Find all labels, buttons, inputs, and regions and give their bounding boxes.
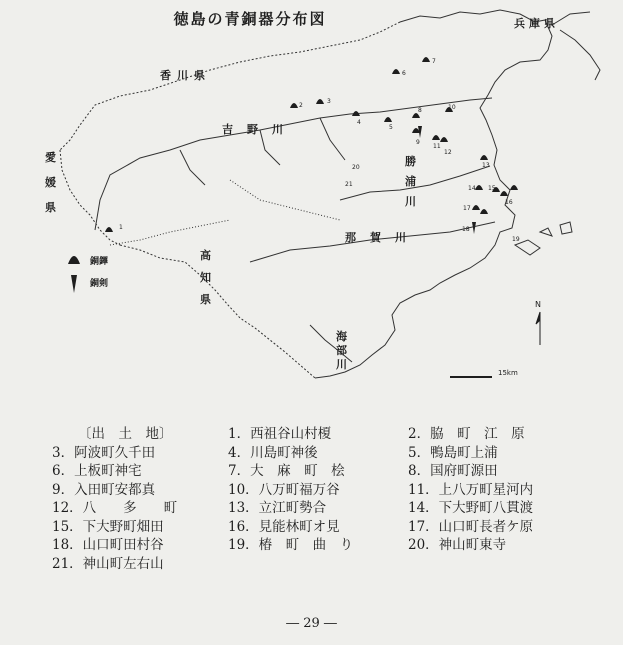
dotaku-marker xyxy=(475,185,483,190)
dotaku-marker xyxy=(510,185,518,190)
findspot-item: 7．大 麻 町 桧 xyxy=(228,463,345,479)
site-number: 1 xyxy=(119,224,123,231)
dotaku-marker xyxy=(472,205,480,210)
scale-bar xyxy=(450,376,492,378)
findspot-item: 21．神山町左右山 xyxy=(52,555,164,572)
dotaku-marker xyxy=(432,135,440,140)
yoshino-river xyxy=(95,98,492,230)
findspot-item: 14．下大野町八貫渡 xyxy=(408,500,534,516)
site-number: 3 xyxy=(327,98,331,105)
findspot-item: 13．立江町勢合 xyxy=(228,500,327,516)
coastline xyxy=(315,10,552,378)
findspot-item: 16．見能林町オ見 xyxy=(228,518,340,535)
findspot-item: 4．川島町神後 xyxy=(228,444,318,461)
legend-dotaku-label: 銅鐸 xyxy=(90,257,109,267)
legend-dotaku-symbol xyxy=(68,256,80,264)
label-kochi-prefecture: 高知県 xyxy=(200,249,211,306)
findspot-item: 5．鴨島町上浦 xyxy=(408,444,498,461)
findspot-item: 10．八万町福万谷 xyxy=(228,481,340,498)
site-number: 14 xyxy=(468,185,476,192)
site-number: 10 xyxy=(448,104,456,111)
site-number: 2 xyxy=(299,102,303,109)
dotaku-marker xyxy=(392,69,400,74)
findspot-item: 20．神山町東寺 xyxy=(408,537,507,553)
site-number: 20 xyxy=(352,164,360,171)
findspot-item: 18．山口町田村谷 xyxy=(52,537,164,553)
legend-doken-label: 銅剣 xyxy=(90,279,109,289)
site-number: 7 xyxy=(432,58,436,65)
dotaku-marker xyxy=(480,209,488,214)
site-number: 13 xyxy=(482,162,490,169)
label-kaifu-river: 海部川 xyxy=(336,330,347,371)
north-label: N xyxy=(535,300,541,309)
scale-label: 15km xyxy=(498,369,518,377)
site-number: 6 xyxy=(402,70,406,77)
site-number: 16 xyxy=(505,199,513,206)
label-hyogo-prefecture: 兵庫県 xyxy=(514,17,559,30)
doken-marker xyxy=(472,222,476,234)
findspot-list xyxy=(52,425,582,573)
label-ehime-prefecture: 愛媛県 xyxy=(45,151,56,214)
findspot-item: 2．脇 町 江 原 xyxy=(408,426,525,442)
dotaku-marker xyxy=(290,103,298,108)
site-number: 18 xyxy=(462,226,470,233)
site-number: 19 xyxy=(512,236,520,243)
findspot-item: 3．阿波町久千田 xyxy=(52,444,156,461)
label-kagawa-prefecture: 香川県 xyxy=(160,69,211,82)
findspot-item: 1．西祖谷山村榎 xyxy=(228,426,332,442)
findspot-item: 6．上板町神宅 xyxy=(52,463,142,479)
page-number: ― 29 ― xyxy=(286,616,337,631)
findspot-item: 8．国府町源田 xyxy=(408,463,498,479)
site-number: 17 xyxy=(463,205,471,212)
findspot-item: 15．下大野町畑田 xyxy=(52,518,164,535)
dotaku-marker xyxy=(440,137,448,142)
findspot-heading: 〔出 土 地〕 xyxy=(78,426,173,442)
label-yoshino-river: 吉野川 xyxy=(222,123,297,136)
dotaku-marker xyxy=(316,99,324,104)
dotaku-marker xyxy=(384,117,392,122)
findspot-item: 17．山口町長者ケ原 xyxy=(408,518,534,535)
findspot-item: 19．椿 町 曲 り xyxy=(228,537,354,553)
dotaku-marker xyxy=(422,57,430,62)
site-number: 15 xyxy=(488,185,496,192)
findspot-item: 12．八 多 町 xyxy=(52,500,178,516)
site-number: 4 xyxy=(357,119,361,126)
label-naka-river: 那賀川 xyxy=(345,231,420,244)
dotaku-marker xyxy=(105,227,113,232)
site-number: 8 xyxy=(418,107,422,114)
findspot-item: 11．上八万町星河内 xyxy=(408,481,534,498)
kochi-boundary xyxy=(120,245,315,378)
map-title: 徳島の青銅器分布図 xyxy=(173,10,327,28)
findspot-item: 9．入田町安都真 xyxy=(52,481,156,498)
site-number: 5 xyxy=(389,124,393,131)
dotaku-marker xyxy=(352,111,360,116)
legend-doken-symbol xyxy=(71,275,77,293)
site-number: 9 xyxy=(416,139,420,146)
site-number: 12 xyxy=(444,149,452,156)
site-number: 11 xyxy=(433,143,441,150)
dotaku-marker xyxy=(500,191,508,196)
label-katsuura-river: 勝浦川 xyxy=(405,155,416,208)
site-number: 21 xyxy=(345,181,353,188)
dotaku-marker xyxy=(480,155,488,160)
north-arrow xyxy=(536,312,540,345)
